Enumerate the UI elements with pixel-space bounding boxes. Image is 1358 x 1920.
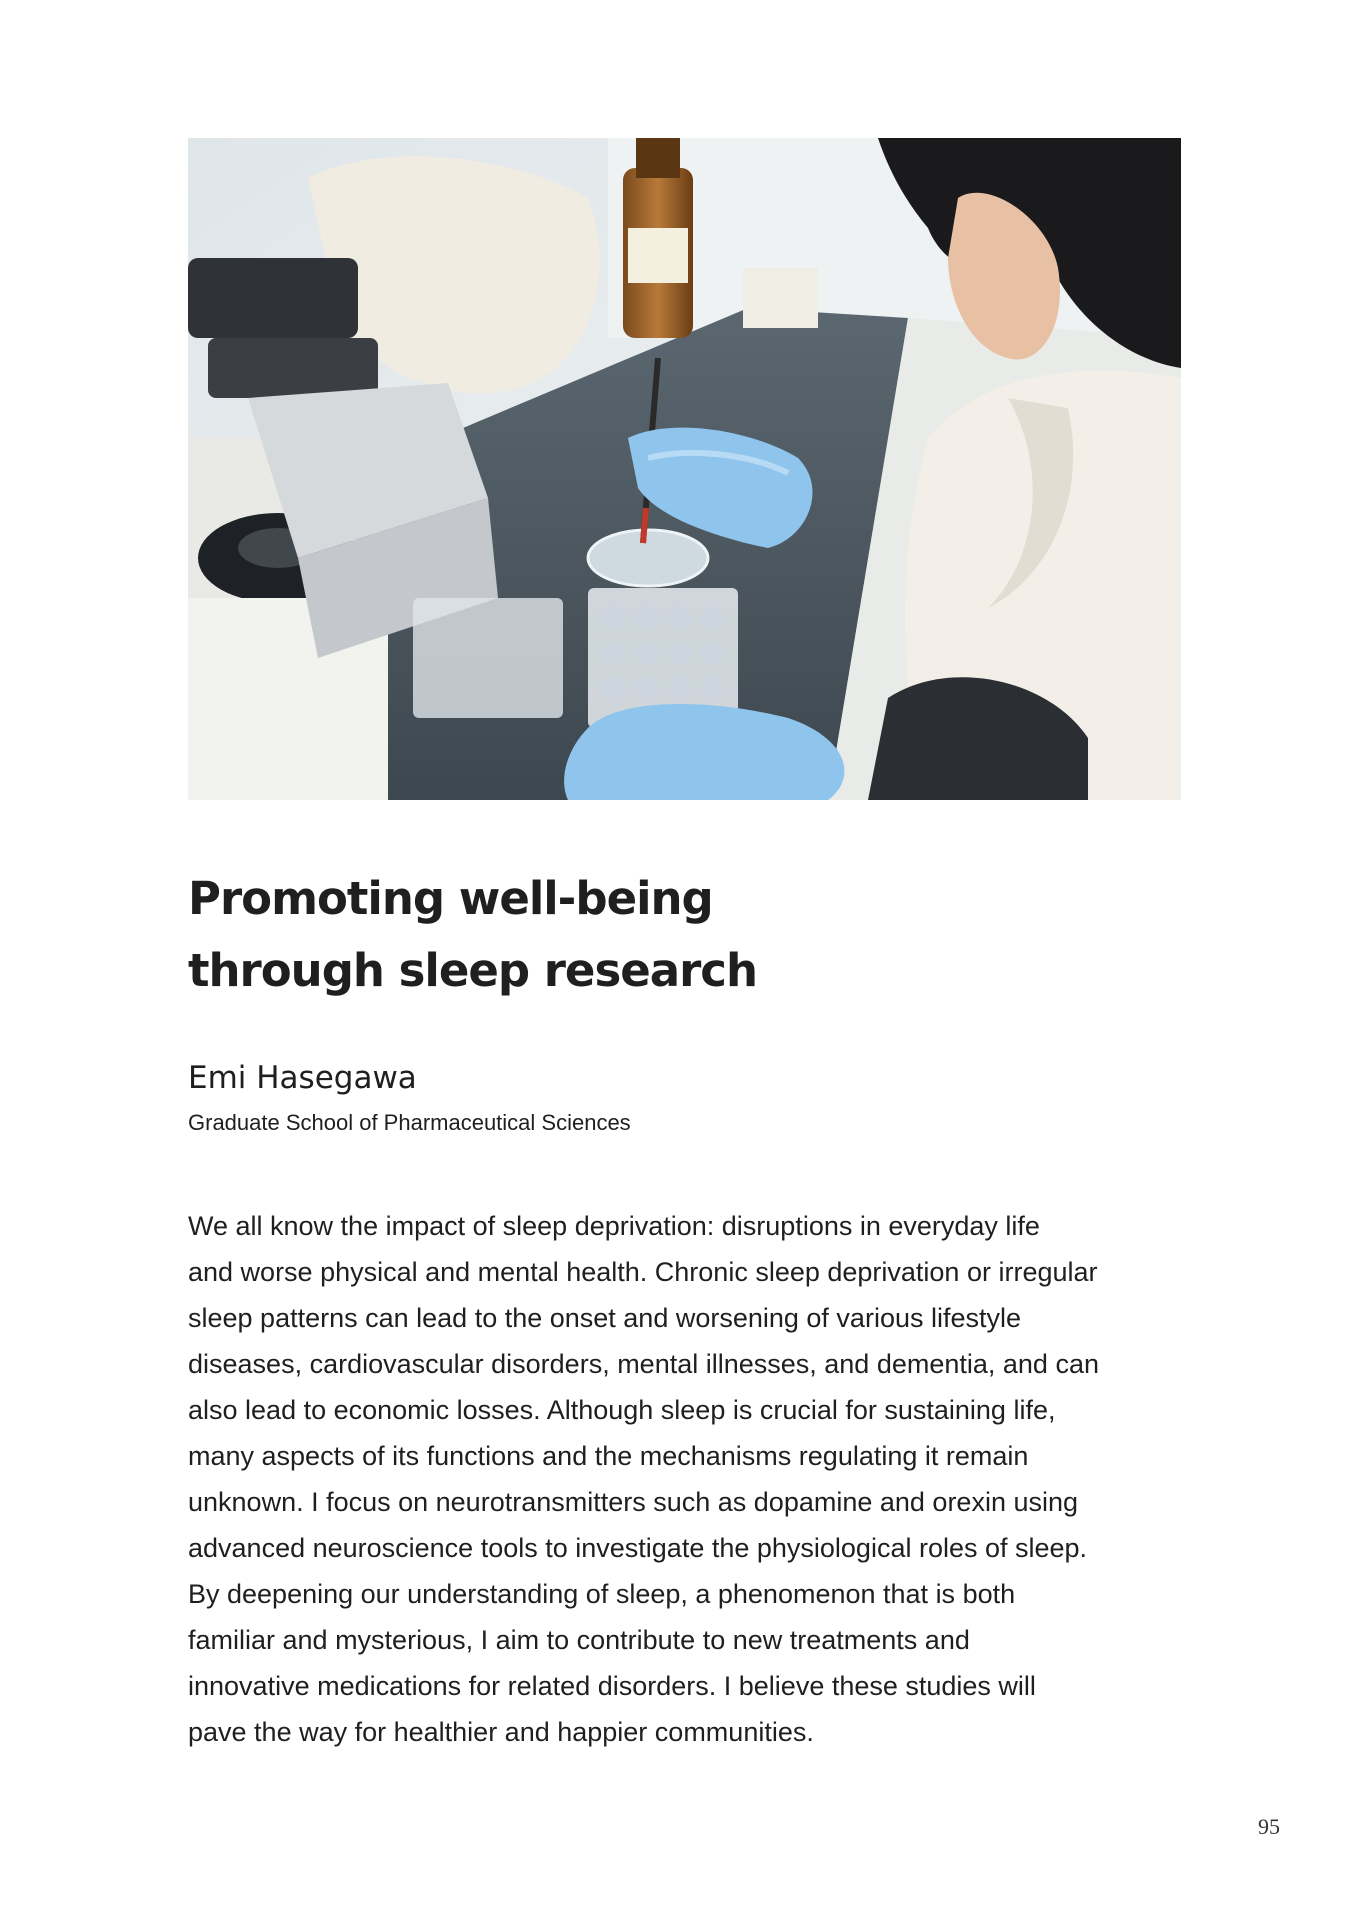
body-line: sleep patterns can lead to the onset and worsening of various lifestyle	[188, 1303, 1022, 1333]
lab-photo-illustration	[188, 138, 1181, 800]
body-line: unknown. I focus on neurotransmitters such as dopamine and orexin using	[188, 1487, 1079, 1517]
body-line: We all know the impact of sleep deprivation: disruptions in everyday life	[188, 1211, 1040, 1241]
page-number: 95	[1258, 1814, 1280, 1839]
author-name: Emi Hasegawa	[188, 1060, 417, 1096]
article-body	[188, 1203, 1188, 1755]
body-line: many aspects of its functions and the mechanisms regulating it remain	[188, 1441, 1029, 1471]
title-line-2: through sleep research	[188, 944, 758, 997]
body-line: By deepening our understanding of sleep, a phenomenon that is both	[188, 1579, 1016, 1609]
body-line: familiar and mysterious, I aim to contribute to new treatments and	[188, 1625, 970, 1655]
title-line-1: Promoting well-being	[188, 872, 713, 925]
body-line: advanced neuroscience tools to investigate the physiological roles of sleep.	[188, 1533, 1088, 1563]
body-line: also lead to economic losses. Although sleep is crucial for sustaining life,	[188, 1395, 1056, 1425]
author-affiliation: Graduate School of Pharmaceutical Sciences	[188, 1110, 631, 1135]
article-title	[188, 863, 1088, 1007]
body-line: pave the way for healthier and happier communities.	[188, 1717, 814, 1747]
body-line: and worse physical and mental health. Chronic sleep deprivation or irregular	[188, 1257, 1098, 1287]
body-line: diseases, cardiovascular disorders, mental illnesses, and dementia, and can	[188, 1349, 1099, 1379]
body-line: innovative medications for related disorders. I believe these studies will	[188, 1671, 1036, 1701]
lab-photo	[188, 138, 1181, 800]
